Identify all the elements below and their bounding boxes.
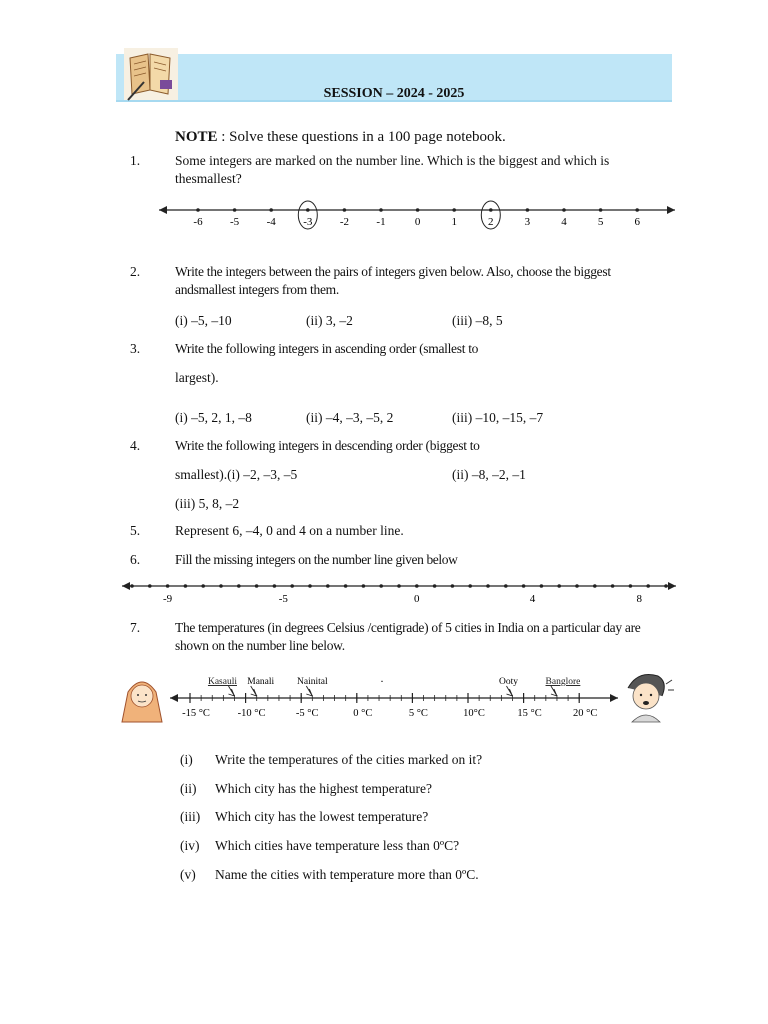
q1-tick-dot bbox=[416, 208, 420, 212]
q4-line-1: Write the following integers in descending order (biggest to bbox=[175, 438, 480, 453]
q7-sub-5-number: (v) bbox=[180, 867, 196, 882]
note-line bbox=[175, 128, 506, 146]
q7-temp-label: 5 °C bbox=[408, 708, 428, 719]
q6-tick-dot bbox=[540, 584, 544, 588]
q1-tick-dot bbox=[269, 208, 273, 212]
q7-city-arrow-icon bbox=[506, 686, 512, 696]
q7-number: 7. bbox=[130, 620, 141, 635]
q7-sub-3-text: Which city has the lowest temperature? bbox=[215, 809, 429, 824]
q7-sub-5-text: Name the cities with temperature more than 0ºC. bbox=[215, 867, 479, 882]
q1-tick-dot bbox=[489, 208, 493, 212]
q6-number-line bbox=[118, 576, 680, 606]
q6-tick-label: -9 bbox=[163, 593, 173, 605]
q7-sub-3-number: (iii) bbox=[180, 809, 201, 824]
q6-right-arrow-icon bbox=[668, 582, 676, 590]
q7-temp-label: 10°C bbox=[463, 708, 485, 719]
q1-tick-label: 4 bbox=[561, 216, 567, 228]
q6-tick-dot bbox=[273, 584, 277, 588]
q1-tick-label: 0 bbox=[414, 216, 421, 228]
q6-tick-dot bbox=[148, 584, 152, 588]
q1-tick-dot bbox=[452, 208, 456, 212]
q1-tick-dot bbox=[379, 208, 383, 212]
q1-tick-dot bbox=[635, 208, 639, 212]
q7-temp-label: -10 °C bbox=[237, 708, 266, 719]
girl-illustration-icon bbox=[116, 668, 168, 726]
q6-tick-dot bbox=[362, 584, 366, 588]
note-text: : Solve these questions in a 100 page notebook. bbox=[217, 129, 506, 145]
q7-sub-4-number: (iv) bbox=[180, 838, 200, 853]
q7-sub-4-text: Which cities have temperature less than 0ºC? bbox=[215, 838, 460, 853]
q7-stray-dot: · bbox=[380, 674, 384, 688]
q6-text: Fill the missing integers on the number line given below bbox=[175, 552, 458, 567]
boy-illustration-icon bbox=[618, 668, 676, 726]
q1-right-arrow-icon bbox=[667, 206, 675, 214]
q6-tick-dot bbox=[379, 584, 383, 588]
q1-tick-label: -3 bbox=[303, 216, 313, 228]
q6-tick-dot bbox=[611, 584, 615, 588]
q6-tick-dot bbox=[397, 584, 401, 588]
q7-city-arrow-icon bbox=[551, 686, 557, 696]
q1-tick-dot bbox=[562, 208, 566, 212]
q6-tick-dot bbox=[486, 584, 490, 588]
q1-left-arrow-icon bbox=[159, 206, 167, 214]
q7-city-label: Nainital bbox=[297, 677, 328, 687]
q7-city-arrow-icon bbox=[228, 686, 234, 696]
q3-part-2: (ii) –4, –3, –5, 2 bbox=[306, 410, 394, 425]
q4-number: 4. bbox=[130, 438, 141, 453]
q1-tick-label: -6 bbox=[193, 216, 203, 228]
q6-tick-dot bbox=[433, 584, 437, 588]
q1-tick-dot bbox=[599, 208, 603, 212]
q1-tick-label: 2 bbox=[488, 216, 494, 228]
q1-tick-dot bbox=[343, 208, 347, 212]
q6-tick-dot bbox=[326, 584, 330, 588]
q6-tick-dot bbox=[451, 584, 455, 588]
q6-tick-label: 0 bbox=[414, 593, 420, 605]
q2-text: Write the integers between the pairs of integers given below. Also, choose the biggest andsmallest integers from them. bbox=[175, 264, 611, 297]
q6-tick-label: 4 bbox=[529, 593, 536, 605]
q7-left-arrow-icon bbox=[170, 694, 178, 702]
q3-part-1: (i) –5, 2, 1, –8 bbox=[175, 410, 252, 425]
note-label: NOTE bbox=[175, 129, 218, 145]
q6-tick-dot bbox=[201, 584, 205, 588]
q1-tick-label: 1 bbox=[451, 216, 457, 228]
q1-tick-dot bbox=[306, 208, 310, 212]
q7-city-arrow-icon bbox=[251, 686, 257, 696]
q6-number: 6. bbox=[130, 552, 141, 567]
q3-line-1: Write the following integers in ascending order (smallest to bbox=[175, 341, 479, 356]
q1-tick-label: 6 bbox=[634, 216, 640, 228]
q7-city-label: Kasauli bbox=[207, 677, 237, 687]
temperature-number-line bbox=[168, 672, 620, 722]
q1-text: Some integers are marked on the number line. Which is the biggest and which is thesmallest? bbox=[175, 153, 610, 186]
q2-part-1: (i) –5, –10 bbox=[175, 313, 232, 328]
q3-line-2: largest). bbox=[175, 370, 219, 385]
q4-part-2: (ii) –8, –2, –1 bbox=[452, 467, 526, 482]
q6-tick-dot bbox=[184, 584, 188, 588]
q6-tick-dot bbox=[522, 584, 526, 588]
session-title: SESSION – 2024 - 2025 bbox=[323, 86, 465, 101]
q1-tick-dot bbox=[196, 208, 200, 212]
q1-tick-label: -4 bbox=[266, 216, 276, 228]
q7-sub-2-text: Which city has the highest temperature? bbox=[215, 781, 433, 796]
q2-part-2: (ii) 3, –2 bbox=[306, 313, 353, 328]
q6-tick-dot bbox=[308, 584, 312, 588]
q6-tick-dot bbox=[219, 584, 223, 588]
q7-text: The temperatures (in degrees Celsius /centigrade) of 5 cities in India on a particular day are shown on the number line below. bbox=[175, 620, 641, 653]
q6-tick-dot bbox=[664, 584, 668, 588]
q4-part-3: (iii) 5, 8, –2 bbox=[175, 496, 240, 511]
q6-tick-label: 8 bbox=[636, 593, 643, 605]
q1-tick-label: -1 bbox=[376, 216, 386, 228]
q6-tick-dot bbox=[629, 584, 633, 588]
q1-tick-label: 5 bbox=[597, 216, 604, 228]
q7-temp-label: -15 °C bbox=[182, 708, 210, 719]
q1-tick-dot bbox=[526, 208, 530, 212]
q7-city-label: Manali bbox=[247, 677, 275, 687]
q6-tick-dot bbox=[344, 584, 348, 588]
q3-part-3: (iii) –10, –15, –7 bbox=[452, 410, 544, 425]
q1-tick-label: -5 bbox=[230, 216, 240, 228]
q2-part-3: (iii) –8, 5 bbox=[452, 313, 503, 328]
q6-tick-dot bbox=[415, 584, 419, 588]
q1-number: 1. bbox=[130, 153, 141, 168]
q2-number: 2. bbox=[130, 264, 141, 279]
q7-sub-2-number: (ii) bbox=[180, 781, 197, 796]
q1-number-line bbox=[155, 198, 680, 234]
q6-tick-dot bbox=[166, 584, 170, 588]
q4-line-2: smallest).(i) –2, –3, –5 bbox=[175, 467, 298, 482]
q7-sub-1-number: (i) bbox=[180, 752, 193, 767]
q6-left-arrow-icon bbox=[122, 582, 130, 590]
q7-temp-label: -5 °C bbox=[295, 708, 319, 719]
q6-tick-dot bbox=[557, 584, 561, 588]
q7-city-label: Ooty bbox=[498, 677, 518, 687]
q6-tick-dot bbox=[290, 584, 294, 588]
q6-tick-dot bbox=[504, 584, 508, 588]
q1-tick-label: -2 bbox=[339, 216, 349, 228]
q6-tick-dot bbox=[468, 584, 472, 588]
q6-tick-dot bbox=[575, 584, 579, 588]
q6-tick-dot bbox=[255, 584, 259, 588]
q6-tick-dot bbox=[237, 584, 241, 588]
q6-tick-dot bbox=[593, 584, 597, 588]
q7-temp-label: 15 °C bbox=[517, 708, 542, 719]
q7-sub-1-text: Write the temperatures of the cities marked on it? bbox=[215, 752, 483, 767]
q7-right-arrow-icon bbox=[610, 694, 618, 702]
q5-number: 5. bbox=[130, 523, 141, 538]
q6-tick-dot bbox=[130, 584, 134, 588]
q7-temp-label: 20 °C bbox=[573, 708, 598, 719]
q5-text: Represent 6, –4, 0 and 4 on a number line. bbox=[175, 523, 404, 538]
q3-number: 3. bbox=[130, 341, 141, 356]
q6-tick-dot bbox=[646, 584, 650, 588]
q1-tick-dot bbox=[233, 208, 237, 212]
q7-temp-label: 0 °C bbox=[353, 708, 373, 719]
q1-tick-label: 3 bbox=[524, 216, 531, 228]
q6-tick-label: -5 bbox=[278, 593, 288, 605]
q7-city-label: Banglore bbox=[545, 677, 581, 687]
q7-city-arrow-icon bbox=[306, 686, 312, 696]
